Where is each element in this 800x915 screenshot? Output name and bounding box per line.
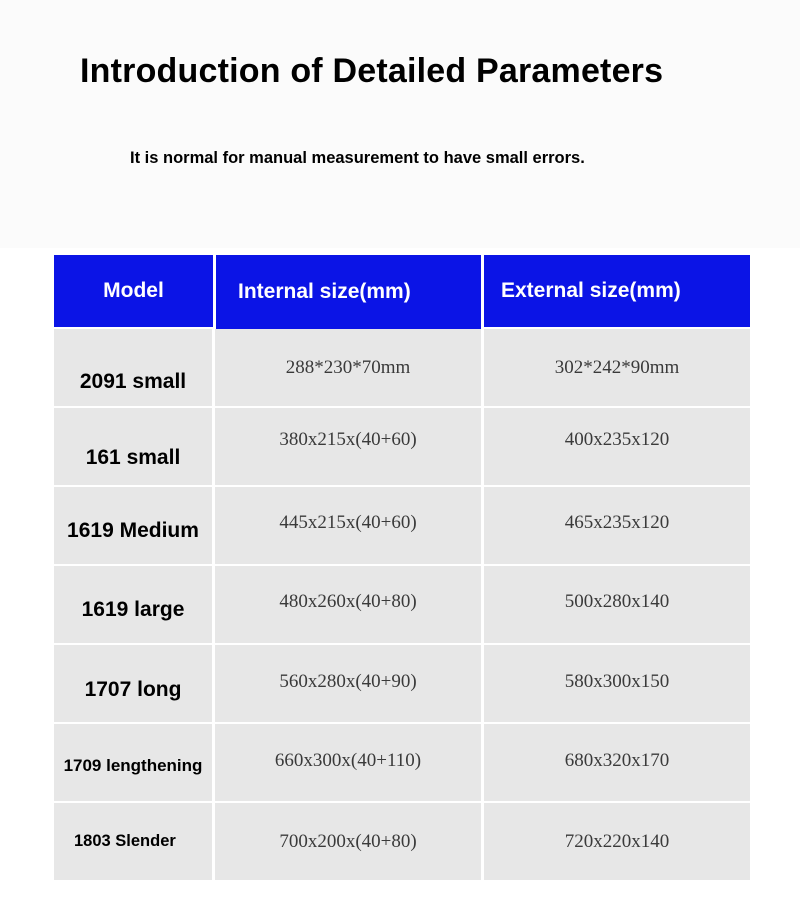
model-cell: 1803 Slender: [54, 803, 212, 880]
model-cell: 1709 lengthening: [54, 724, 212, 801]
external-size-cell: 500x280x140: [484, 566, 750, 643]
internal-size-cell: 480x260x(40+80): [215, 566, 481, 643]
table-row: [54, 487, 750, 564]
parameters-table: [54, 255, 750, 880]
internal-size-cell: 700x200x(40+80): [215, 803, 481, 880]
external-size-cell: 465x235x120: [484, 487, 750, 564]
model-cell: 1707 long: [54, 645, 212, 722]
internal-size-cell: 660x300x(40+110): [215, 724, 481, 801]
header-band: [0, 0, 800, 248]
external-size-cell: 680x320x170: [484, 724, 750, 801]
page-title: Introduction of Detailed Parameters: [80, 52, 664, 90]
model-cell: 2091 small: [54, 329, 212, 406]
table-row: [54, 803, 750, 880]
table-row: [54, 329, 750, 406]
table-row: [54, 408, 750, 485]
model-cell: 161 small: [54, 408, 212, 485]
internal-size-cell: 380x215x(40+60): [215, 408, 481, 485]
external-size-cell: 400x235x120: [484, 408, 750, 485]
model-cell: 1619 Medium: [54, 487, 212, 564]
column-header-external-size: External size(mm): [484, 255, 750, 327]
column-header-model: Model: [54, 255, 213, 327]
external-size-cell: 580x300x150: [484, 645, 750, 722]
table-row: [54, 645, 750, 722]
internal-size-cell: 445x215x(40+60): [215, 487, 481, 564]
internal-size-cell: 560x280x(40+90): [215, 645, 481, 722]
internal-size-cell: 288*230*70mm: [215, 329, 481, 406]
table-row: [54, 566, 750, 643]
page-subtitle: It is normal for manual measurement to have small errors.: [130, 149, 585, 167]
model-cell: 1619 large: [54, 566, 212, 643]
table-row: [54, 724, 750, 801]
column-header-internal-size: Internal size(mm): [216, 255, 481, 329]
external-size-cell: 302*242*90mm: [484, 329, 750, 406]
external-size-cell: 720x220x140: [484, 803, 750, 880]
